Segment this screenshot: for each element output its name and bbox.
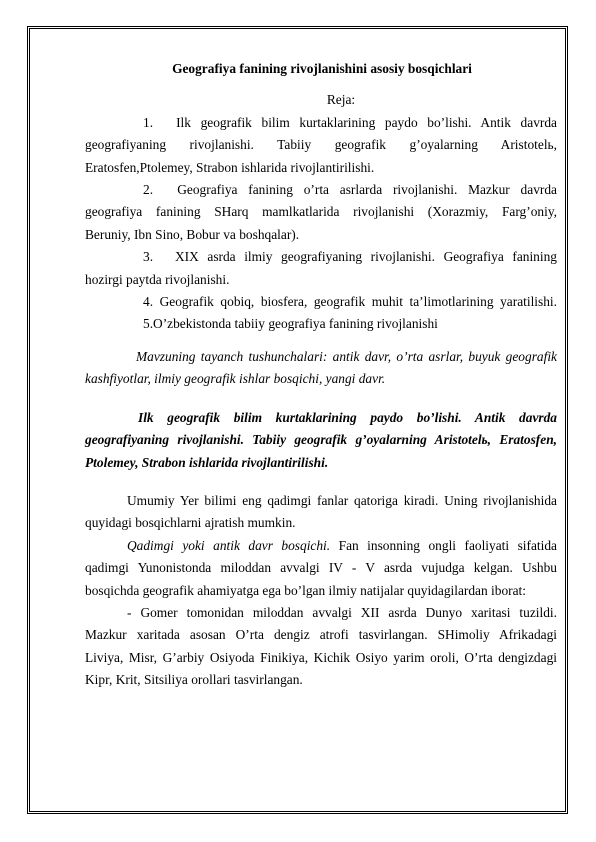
antik-text: Fan insonning ongli faoliyati sifatida xyxy=(330,537,557,553)
plan-line: Eratosfen,Ptolemey, Strabon ishlarida rivojlantirilishi. xyxy=(85,159,375,175)
plan-line: Beruniy, Ibn Sino, Bobur va boshqalar). xyxy=(85,226,300,242)
keywords-line: Mavzuning tayanch tushunchalari: antik davr, o’rta asrlar, buyuk geografik xyxy=(136,348,557,364)
plan-line: 2. Geografiya fanining o’rta asrlarda rivojlanishi. Mazkur davrda xyxy=(143,182,557,198)
paragraph-antik xyxy=(85,535,557,602)
paragraph-line: Liviya, Misr, G’arbiy Osiyoda Finikiya, Kichik Osiyo yarim oroli, O’rta dengizdagi xyxy=(85,649,557,665)
paragraph-line: Mazkur xaritada asosan O’rta dengiz atrofi tasvirlangan. SHimoliy Afrikadagi xyxy=(85,627,557,643)
keywords-paragraph xyxy=(85,346,557,391)
plan-line: geografiyaning rivojlanishi. Tabiiy geografik g’oyalarning Aristotelь, xyxy=(85,137,557,153)
keywords-line: kashfiyotlar, ilmiy geografik ishlar bosqichi, yangi davr. xyxy=(85,371,386,387)
plan-line: geografiya fanining SHarq mamlkatlarida rivojlanishi (Xorazmiy, Farg’oniy, xyxy=(85,204,557,220)
plan-label: Reja: xyxy=(326,92,356,108)
paragraph-line: Kipr, Krit, Sitsiliya orollari tasvirlangan. xyxy=(85,672,303,688)
paragraph-line: bosqichda geografik ahamiyatga ega bo’lgan ilmiy natijalar quyidagilardan iborat: xyxy=(85,582,526,598)
paragraph-gomer xyxy=(85,602,557,692)
paragraph-line xyxy=(85,535,557,557)
paragraph-line: Umumiy Yer bilimi eng qadimgi fanlar qatoriga kiradi. Uning rivojlanishida xyxy=(127,492,557,508)
antik-lead: Qadimgi yoki antik davr bosqichi. xyxy=(127,537,331,553)
section-heading xyxy=(85,407,557,474)
plan-line: 4. Geografik qobiq, biosfera, geografik muhit ta’limotlarining yaratilishi. xyxy=(143,294,557,310)
document-content xyxy=(85,58,557,692)
section-heading-line: geografiyaning rivojlanishi. Tabiiy geografik g’oyalarning Aristotelь, Eratosfen, xyxy=(85,432,557,448)
section-heading-line: Ptolemey, Strabon ishlarida rivojlantirilishi. xyxy=(85,454,329,470)
document-title: Geografiya fanining rivojlanishini asosiy bosqichlari xyxy=(172,61,472,76)
paragraph-intro xyxy=(85,490,557,535)
plan-line: 1. Ilk geografik bilim kurtaklarining paydo bo’lishi. Antik davrda xyxy=(143,114,557,130)
paragraph-line: quyidagi bosqichlarni ajratish mumkin. xyxy=(85,515,296,531)
paragraph-line: qadimgi Yunonistonda miloddan avvalgi IV - V asrda vujudga kelgan. Ushbu xyxy=(85,560,557,576)
section-heading-line: Ilk geografik bilim kurtaklarining paydo bo’lishi. Antik davrda xyxy=(138,409,557,425)
plan-line: 3. XIX asrda ilmiy geografiyaning rivojlanishi. Geografiya fanining xyxy=(143,249,557,265)
paragraph-line: - Gomer tomonidan miloddan avvalgi XII asrda Dunyo xaritasi tuzildi. xyxy=(127,604,557,620)
plan-list xyxy=(85,112,557,336)
plan-line: 5.O’zbekistonda tabiiy geografiya fanining rivojlanishi xyxy=(143,316,438,332)
plan-line: hozirgi paytda rivojlanishi. xyxy=(85,271,230,287)
